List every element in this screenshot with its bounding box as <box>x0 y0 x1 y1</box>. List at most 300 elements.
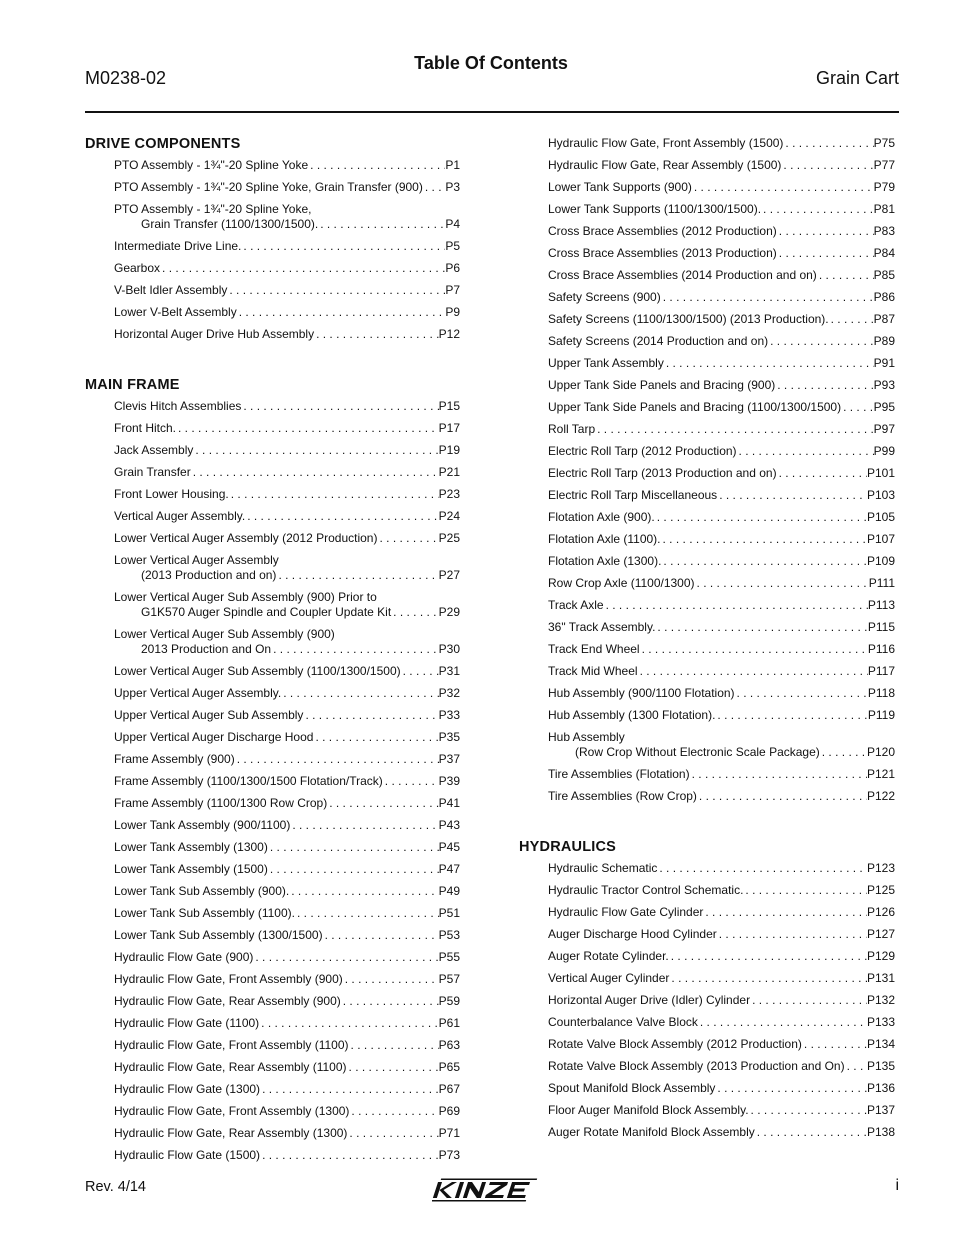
leader-dots <box>260 1148 439 1163</box>
entry-page: P27 <box>438 568 460 582</box>
toc-section <box>519 839 895 1140</box>
entry-line <box>114 465 460 480</box>
entry-title: Lower Vertical Auger Assembly (2012 Production) <box>114 531 378 545</box>
entry-title: Frame Assembly (1100/1300/1500 Flotation/Track) <box>114 774 383 788</box>
toc-entry[interactable] <box>519 620 895 635</box>
leader-dots <box>743 883 867 898</box>
entry-line <box>114 818 460 833</box>
entry-title: Hub Assembly (900/1100 Flotation) <box>548 686 735 700</box>
toc-entry[interactable] <box>519 686 895 701</box>
toc-entry[interactable] <box>85 180 460 195</box>
entry-page: P77 <box>873 158 895 172</box>
entry-line <box>548 378 895 393</box>
entry-title: Safety Screens (900) <box>548 290 661 304</box>
toc-entry[interactable] <box>85 1104 460 1119</box>
entry-line <box>114 840 460 855</box>
toc-entry[interactable] <box>85 730 460 745</box>
toc-entry[interactable] <box>85 884 460 899</box>
entry-title: Safety Screens (1100/1300/1500) (2013 Production). <box>548 312 829 326</box>
leader-dots <box>303 708 438 723</box>
entry-page: P118 <box>867 686 895 700</box>
entry-page: P93 <box>873 378 895 392</box>
entry-title: Front Lower Housing. <box>114 487 229 501</box>
entry-title: Lower V-Belt Assembly <box>114 305 237 319</box>
revision-label: Rev. 4/14 <box>85 1179 146 1195</box>
entry-line <box>114 509 460 524</box>
entry-page: P126 <box>866 905 895 919</box>
toc-entry[interactable] <box>519 224 895 239</box>
toc-entry[interactable] <box>85 283 460 298</box>
entry-page: P132 <box>866 993 895 1007</box>
entry-title: Hydraulic Flow Gate (1300) <box>114 1082 261 1096</box>
entry-line <box>114 1016 460 1031</box>
toc-entry[interactable] <box>519 598 895 613</box>
entry-title: Hydraulic Flow Gate (900) <box>114 950 254 964</box>
leader-dots <box>349 1104 438 1119</box>
entry-line <box>114 752 460 767</box>
entry-line <box>548 789 895 804</box>
toc-entry[interactable] <box>85 590 460 620</box>
leader-dots <box>235 752 439 767</box>
entry-title: Hydraulic Flow Gate, Rear Assembly (1500) <box>548 158 782 172</box>
toc-section <box>85 377 460 1163</box>
entry-page: P25 <box>438 531 460 545</box>
entry-line <box>548 290 895 305</box>
leader-dots <box>817 268 874 283</box>
entry-title: Upper Vertical Auger Sub Assembly <box>114 708 304 722</box>
entry-page: P49 <box>438 884 460 898</box>
leader-dots <box>717 927 867 942</box>
entry-title: Spout Manifold Block Assembly <box>548 1081 716 1095</box>
leader-dots <box>841 400 874 415</box>
toc-entry[interactable] <box>519 1015 895 1030</box>
leader-dots <box>391 605 438 620</box>
leader-dots <box>347 1126 438 1141</box>
entry-line <box>114 796 460 811</box>
entry-title: Tire Assemblies (Row Crop) <box>548 789 697 803</box>
entry-line <box>548 422 895 437</box>
leader-dots <box>308 158 445 173</box>
toc-entry[interactable] <box>519 861 895 876</box>
toc-entry[interactable] <box>85 1082 460 1097</box>
toc-entry[interactable] <box>85 928 460 943</box>
entry-page: P53 <box>438 928 460 942</box>
section-heading: DRIVE COMPONENTS <box>85 136 241 152</box>
entry-line <box>548 642 895 657</box>
entry-line <box>548 1059 895 1074</box>
toc-entry[interactable] <box>519 708 895 723</box>
toc-section <box>519 136 895 804</box>
leader-dots <box>777 246 874 261</box>
entry-title: Upper Tank Side Panels and Bracing (1100/1300/1500) <box>548 400 842 414</box>
entry-page: P107 <box>866 532 895 546</box>
toc-entry[interactable] <box>519 993 895 1008</box>
leader-dots <box>241 239 445 254</box>
entry-title: Cross Brace Assemblies (2012 Production) <box>548 224 777 238</box>
entry-line <box>548 466 895 481</box>
entry-page: P83 <box>873 224 895 238</box>
entry-line <box>114 774 460 789</box>
toc-entry[interactable] <box>85 1038 460 1053</box>
toc-entry[interactable] <box>85 443 460 458</box>
entry-title: Lower Vertical Auger Sub Assembly (1100/1300/1500) <box>114 664 401 678</box>
page-title: Table Of Contents <box>414 53 568 73</box>
leader-dots <box>595 422 874 437</box>
toc-entry[interactable] <box>519 202 895 217</box>
leader-dots <box>777 224 874 239</box>
toc-entry[interactable] <box>85 1016 460 1031</box>
toc-entry[interactable] <box>85 421 460 436</box>
entry-line <box>114 1104 460 1119</box>
entry-title: Counterbalance Valve Block <box>548 1015 698 1029</box>
leader-dots <box>755 1125 867 1140</box>
entry-title: Electric Roll Tarp (2012 Production) <box>548 444 737 458</box>
entry-title: Hydraulic Flow Gate, Front Assembly (1300) <box>114 1104 350 1118</box>
leader-dots <box>695 576 869 591</box>
entry-line <box>114 283 460 298</box>
entry-title: Auger Discharge Hood Cylinder <box>548 927 717 941</box>
section-spacer <box>85 349 460 377</box>
entry-line <box>114 972 460 987</box>
product-name: Grain Cart <box>815 68 899 88</box>
leader-dots <box>829 312 874 327</box>
entry-page: P69 <box>438 1104 460 1118</box>
leader-dots <box>655 620 867 635</box>
entry-title: Jack Assembly <box>114 443 194 457</box>
entry-line <box>548 1037 895 1052</box>
entry-page: P21 <box>438 465 460 479</box>
toc-entry[interactable] <box>85 399 460 414</box>
toc-entry[interactable] <box>519 290 895 305</box>
leader-dots <box>640 642 868 657</box>
leader-dots <box>349 1038 439 1053</box>
entry-title: Hub Assembly (1300 Flotation). <box>548 708 716 722</box>
entry-title: Lower Tank Sub Assembly (1300/1500) <box>114 928 323 942</box>
toc-entry[interactable] <box>519 971 895 986</box>
toc-entry[interactable] <box>85 752 460 767</box>
leader-dots <box>845 1059 867 1074</box>
entry-line <box>114 730 460 745</box>
toc-entry[interactable] <box>85 1060 460 1075</box>
toc-entry[interactable] <box>519 180 895 195</box>
entry-page: P136 <box>866 1081 895 1095</box>
entry-page: P125 <box>866 883 895 897</box>
toc-entry[interactable] <box>519 905 895 920</box>
toc-entry[interactable] <box>85 840 460 855</box>
leader-dots <box>750 993 867 1008</box>
toc-entry[interactable] <box>85 202 460 232</box>
toc-entry[interactable] <box>519 136 895 151</box>
entry-line <box>114 261 460 276</box>
entry-line <box>548 620 895 635</box>
entry-title: Gearbox <box>114 261 161 275</box>
entry-page: P55 <box>438 950 460 964</box>
toc-entry[interactable] <box>519 268 895 283</box>
entry-line <box>548 268 895 283</box>
entry-page: P4 <box>445 217 460 231</box>
entry-page: P1 <box>445 158 460 172</box>
toc-entry[interactable] <box>85 1126 460 1141</box>
leader-dots <box>777 466 867 481</box>
toc-right-column <box>519 136 895 1147</box>
toc-entry[interactable] <box>85 239 460 254</box>
leader-dots <box>638 664 868 679</box>
entry-title: Hub Assembly <box>548 730 625 744</box>
leader-dots <box>268 862 439 877</box>
toc-entry[interactable] <box>519 576 895 591</box>
entry-page: P32 <box>438 686 460 700</box>
toc-entry[interactable] <box>519 1103 895 1118</box>
document-number: M0238-02 <box>85 68 167 88</box>
toc-entry[interactable] <box>519 642 895 657</box>
entry-page: P129 <box>866 949 895 963</box>
entry-title: Upper Tank Side Panels and Bracing (900) <box>548 378 776 392</box>
toc-entry[interactable] <box>85 627 460 657</box>
leader-dots <box>655 510 867 525</box>
leader-dots <box>347 1060 439 1075</box>
entry-title: Frame Assembly (1100/1300 Row Crop) <box>114 796 328 810</box>
entry-page: P121 <box>866 767 895 781</box>
toc-entry[interactable] <box>519 1037 895 1052</box>
toc-entry[interactable] <box>85 994 460 1009</box>
entry-page: P75 <box>873 136 895 150</box>
entry-continuation: G1K570 Auger Spindle and Coupler Update Kit <box>141 605 392 619</box>
entry-page: P6 <box>445 261 460 275</box>
leader-dots <box>290 818 438 833</box>
entry-title: Electric Roll Tarp Miscellaneous <box>548 488 718 502</box>
leader-dots <box>314 327 439 342</box>
toc-entry[interactable] <box>519 927 895 942</box>
entry-line <box>114 399 460 414</box>
entry-page: P5 <box>445 239 460 253</box>
toc-entry[interactable] <box>519 400 895 415</box>
toc-entry[interactable] <box>519 488 895 503</box>
entry-title: Floor Auger Manifold Block Assembly. <box>548 1103 749 1117</box>
entry-page: P84 <box>873 246 895 260</box>
toc-entry[interactable] <box>85 796 460 811</box>
toc-entry[interactable] <box>519 444 895 459</box>
toc-entry[interactable] <box>85 950 460 965</box>
toc-entry[interactable] <box>519 158 895 173</box>
toc-left-column <box>85 136 460 1170</box>
entry-page: P86 <box>873 290 895 304</box>
section-spacer <box>519 811 895 839</box>
toc-entry[interactable] <box>519 767 895 782</box>
leader-dots <box>715 708 867 723</box>
toc-entry[interactable] <box>519 532 895 547</box>
entry-title: Hydraulic Flow Gate (1100) <box>114 1016 260 1030</box>
entry-page: P59 <box>438 994 460 1008</box>
leader-dots <box>289 884 438 899</box>
entry-title: Rotate Valve Block Assembly (2012 Production) <box>548 1037 802 1051</box>
entry-title: Upper Tank Assembly <box>548 356 664 370</box>
entry-title: Safety Screens (2014 Production and on) <box>548 334 769 348</box>
entry-page: P63 <box>438 1038 460 1052</box>
entry-page: P97 <box>873 422 895 436</box>
entry-title: Flotation Axle (900). <box>548 510 655 524</box>
entry-page: P122 <box>866 789 895 803</box>
entry-page: P103 <box>866 488 895 502</box>
toc-entry[interactable] <box>519 664 895 679</box>
entry-title: Track Axle <box>548 598 604 612</box>
entry-line <box>548 598 895 613</box>
toc-entry[interactable] <box>85 158 460 173</box>
leader-dots <box>697 789 867 804</box>
entry-title: PTO Assembly - 1¾"-20 Spline Yoke, Grain Transfer (900) <box>114 180 423 194</box>
leader-dots <box>661 532 867 547</box>
entry-title: Lower Tank Supports (1100/1300/1500). <box>548 202 762 216</box>
leader-dots <box>176 421 439 436</box>
entry-page: P17 <box>438 421 460 435</box>
entry-page: P109 <box>866 554 895 568</box>
toc-entry[interactable] <box>519 422 895 437</box>
entry-page: P135 <box>866 1059 895 1073</box>
toc-entry[interactable] <box>519 883 895 898</box>
entry-page: P39 <box>438 774 460 788</box>
entry-title: Vertical Auger Cylinder <box>548 971 670 985</box>
toc-entry[interactable] <box>85 686 460 701</box>
entry-title: Hydraulic Flow Gate, Front Assembly (900) <box>114 972 343 986</box>
toc-entry[interactable] <box>519 789 895 804</box>
entry-line <box>548 1081 895 1096</box>
entry-title: Hydraulic Flow Gate, Front Assembly (1500) <box>548 136 784 150</box>
kinze-logo <box>432 1176 552 1204</box>
entry-line <box>114 906 460 921</box>
entry-page: P45 <box>438 840 460 854</box>
entry-line <box>548 576 895 591</box>
entry-page: P79 <box>873 180 895 194</box>
entry-title: Hydraulic Flow Gate, Rear Assembly (1100) <box>114 1060 347 1074</box>
entry-title: Front Hitch. <box>114 421 177 435</box>
entry-page: P24 <box>438 509 460 523</box>
entry-line <box>548 246 895 261</box>
entry-line <box>114 421 460 436</box>
leader-dots <box>698 1015 867 1030</box>
entry-page: P87 <box>873 312 895 326</box>
entry-line <box>548 158 895 173</box>
toc-entry[interactable] <box>85 261 460 276</box>
entry-line <box>548 686 895 701</box>
entry-title: Hydraulic Flow Gate, Front Assembly (1100) <box>114 1038 349 1052</box>
entry-title: PTO Assembly - 1¾"-20 Spline Yoke, <box>114 202 312 216</box>
entry-title: Intermediate Drive Line. <box>114 239 242 253</box>
entry-page: P57 <box>438 972 460 986</box>
leader-dots <box>160 261 445 276</box>
toc-entry[interactable] <box>519 356 895 371</box>
leader-dots <box>664 356 874 371</box>
toc-entry[interactable] <box>85 509 460 524</box>
entry-page: P37 <box>438 752 460 766</box>
leader-dots <box>383 774 439 789</box>
toc-entry[interactable] <box>85 1148 460 1163</box>
entry-title: Lower Vertical Auger Sub Assembly (900) <box>114 627 335 641</box>
entry-line <box>114 642 460 657</box>
entry-line <box>114 708 460 723</box>
entry-line <box>548 993 895 1008</box>
toc-entry[interactable] <box>519 1059 895 1074</box>
toc-entry[interactable] <box>519 378 895 393</box>
leader-dots <box>692 180 874 195</box>
entry-page: P119 <box>867 708 895 722</box>
toc-entry[interactable] <box>85 774 460 789</box>
entry-line <box>548 745 895 760</box>
entry-line <box>548 554 895 569</box>
toc-entry[interactable] <box>519 730 895 760</box>
entry-title: Clevis Hitch Assemblies <box>114 399 242 413</box>
entry-line <box>114 305 460 320</box>
entry-line <box>548 708 895 723</box>
toc-entry[interactable] <box>85 664 460 679</box>
entry-title: Auger Rotate Cylinder. <box>548 949 669 963</box>
entry-page: P115 <box>867 620 895 634</box>
entry-page: P95 <box>873 400 895 414</box>
entry-page: P127 <box>866 927 895 941</box>
entry-line <box>548 334 895 349</box>
leader-dots <box>749 1103 867 1118</box>
entry-title: Frame Assembly (900) <box>114 752 235 766</box>
toc-entry[interactable] <box>85 708 460 723</box>
leader-dots <box>657 861 867 876</box>
toc-entry[interactable] <box>519 1125 895 1140</box>
entry-line <box>114 1082 460 1097</box>
header-rule <box>85 111 899 113</box>
toc-entry[interactable] <box>85 553 460 583</box>
entry-line <box>114 217 460 232</box>
toc-entry[interactable] <box>85 862 460 877</box>
entry-title: Lower Tank Assembly (1300) <box>114 840 268 854</box>
entry-line <box>548 532 895 547</box>
leader-dots <box>669 949 867 964</box>
entry-line <box>548 861 895 876</box>
leader-dots <box>802 1037 867 1052</box>
toc-entry[interactable] <box>85 531 460 546</box>
section-heading: HYDRAULICS <box>519 839 617 855</box>
toc-entry[interactable] <box>85 305 460 320</box>
toc-entry[interactable] <box>519 510 895 525</box>
entry-page: P138 <box>866 1125 895 1139</box>
toc-entry[interactable] <box>85 465 460 480</box>
entry-title: Electric Roll Tarp (2013 Production and on) <box>548 466 777 480</box>
entry-line <box>114 158 460 173</box>
entry-page: P19 <box>438 443 460 457</box>
leader-dots <box>703 905 867 920</box>
toc-entry[interactable] <box>519 334 895 349</box>
entry-title: Hydraulic Tractor Control Schematic. <box>548 883 744 897</box>
entry-page: P3 <box>445 180 460 194</box>
page-number: i <box>895 1177 899 1194</box>
entry-title: PTO Assembly - 1¾"-20 Spline Yoke <box>114 158 309 172</box>
entry-page: P99 <box>873 444 895 458</box>
entry-line <box>114 327 460 342</box>
entry-continuation: Grain Transfer (1100/1300/1500). <box>141 217 319 231</box>
toc-entry[interactable] <box>519 466 895 481</box>
leader-dots <box>377 531 438 546</box>
toc-entry[interactable] <box>85 818 460 833</box>
entry-title: Tire Assemblies (Flotation) <box>548 767 690 781</box>
toc-entry[interactable] <box>519 949 895 964</box>
entry-page: P81 <box>873 202 895 216</box>
leader-dots <box>191 465 439 480</box>
entry-title: Hydraulic Flow Gate Cylinder <box>548 905 704 919</box>
toc-entry[interactable] <box>519 312 895 327</box>
toc-entry[interactable] <box>85 972 460 987</box>
toc-entry[interactable] <box>519 554 895 569</box>
toc-entry[interactable] <box>85 487 460 502</box>
toc-entry[interactable] <box>85 906 460 921</box>
toc-entry[interactable] <box>85 327 460 342</box>
toc-entry[interactable] <box>519 1081 895 1096</box>
toc-entry[interactable] <box>519 246 895 261</box>
